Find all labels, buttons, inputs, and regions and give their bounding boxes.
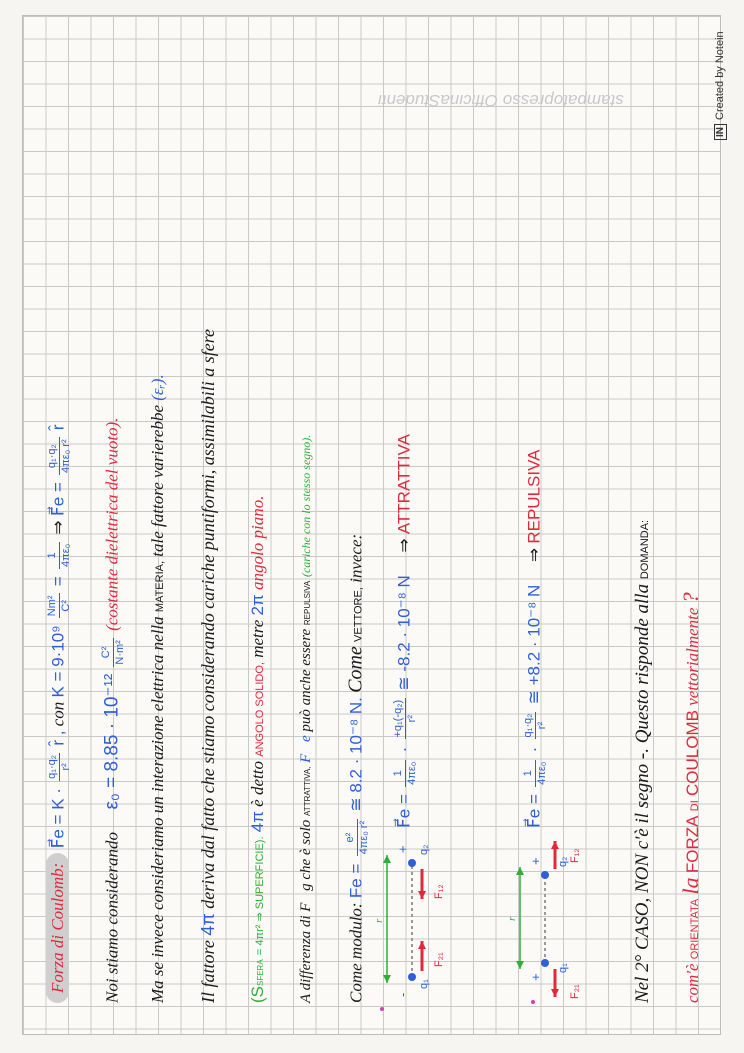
formula-fe: F⃗e =	[524, 794, 544, 828]
result: ≅ -8.2 · 10⁻⁸ N	[394, 575, 414, 691]
coulomb-formula-line	[46, 424, 73, 1003]
numerator: 1	[392, 760, 406, 787]
angolo-solido: ANGOLO SOLIDO,	[254, 662, 266, 757]
fraction	[46, 437, 73, 475]
repulsive-line	[298, 435, 315, 1003]
plus-sign: +	[528, 857, 543, 865]
text: può anche essere	[298, 628, 314, 732]
diagram-repulsive	[500, 833, 610, 1003]
text-con: con	[48, 701, 68, 727]
fraction	[46, 542, 73, 569]
equals: =	[48, 576, 68, 587]
two-pi: 2π	[248, 594, 267, 616]
text: Ma se invece consideriamo un interazione elettrica nella	[148, 616, 167, 1003]
numerator: q₁·q₂	[46, 754, 58, 779]
denominator: 4πε₀	[406, 761, 418, 785]
fraction	[392, 698, 419, 740]
result: ≅ +8.2 · 10⁻⁸ N	[524, 584, 544, 705]
denominator: 4πε₀ r²	[60, 439, 72, 473]
numerator: 1	[46, 542, 60, 569]
numerator: q₁·q₂	[46, 437, 60, 475]
four-pi-line	[198, 329, 219, 1003]
numerator: Nm²	[46, 595, 58, 617]
text: Come modulo:	[346, 902, 366, 1003]
denominator: 4πε₀ r²	[358, 820, 370, 855]
text: tale fattore varierebbe	[148, 405, 167, 557]
formula-fe: F⃗e =	[48, 482, 68, 517]
forza: FORZA	[683, 815, 702, 874]
r-label: r	[373, 918, 385, 923]
fe-modulus: Fe =	[346, 863, 366, 899]
f12-label: F₁₂	[569, 848, 581, 863]
k-value: K = 9·10⁹	[48, 625, 68, 698]
label-repulsiva: REPULSIVA	[524, 449, 544, 544]
coulomb: COULOMB	[683, 710, 702, 796]
notein-logo: IN	[714, 124, 727, 140]
denominator: C²	[60, 600, 72, 612]
note-dielectric: (costante dielettrica del vuoto).	[102, 417, 122, 631]
f21-label: F₂₁	[569, 984, 581, 999]
implies-arrow: ⇒	[394, 538, 414, 553]
implies-arrow: ⇒	[48, 520, 68, 535]
repulsiva: REPULSIVA	[303, 580, 312, 626]
epsilon-value: ε₀ = 8.85 · 10⁻¹²	[101, 673, 123, 810]
unit-vector: r̂ ,	[48, 730, 68, 746]
di: DI	[689, 800, 701, 812]
fraction	[46, 753, 73, 781]
q1-label: q₁	[418, 979, 430, 989]
materia-line	[148, 374, 168, 1003]
note-same-sign: (cariche con lo stesso segno).	[299, 434, 313, 578]
unit-vector: r̂	[48, 424, 68, 431]
question-mark: ?	[678, 592, 703, 604]
text: Noi stiamo considerando	[102, 832, 122, 1003]
fraction	[522, 712, 549, 740]
denominator: r²	[406, 715, 418, 723]
brand-text: Created by Notein	[714, 31, 726, 120]
four-pi: 4π	[198, 913, 218, 936]
minus-sign: -	[395, 992, 410, 997]
text: metre	[248, 619, 267, 658]
s-sfera: (S	[248, 986, 267, 1003]
plus-sign: +	[395, 845, 410, 853]
numerator: +q₁(-q₂)	[392, 699, 404, 738]
vettorialmente: vettorialmente	[683, 607, 702, 706]
denominator: r²	[60, 763, 72, 771]
denominator: N·m²	[114, 640, 126, 665]
epsilon-line	[100, 418, 127, 1003]
attractive-formula: F⃗e = 1 4πε₀ · +q₁(-q₂) r² ≅ -8.2 · 10⁻⁸ N ⇒ ATTRATTIVA	[392, 434, 418, 828]
vettore: VETTORE,	[352, 587, 365, 642]
angolo-piano: angolo piano.	[248, 495, 267, 590]
text: è detto	[248, 761, 267, 807]
domanda: DOMANDA:	[639, 519, 651, 580]
fe-vector: F⃗e	[298, 735, 314, 763]
surface-formula: = 4πr² ⇒ SUPERFICIE).	[254, 836, 266, 956]
q2-label: q₂	[557, 856, 569, 867]
diagram-attractive	[367, 833, 477, 1003]
materia: MATERIA,	[154, 560, 166, 613]
fraction	[46, 593, 73, 618]
solid-angle-line	[248, 496, 268, 1003]
numerator: C²	[100, 638, 114, 666]
fraction	[100, 638, 127, 666]
text: Nel 2° CASO, NON c'è il segno -. Questo risponde alla	[632, 583, 653, 1003]
orientata: ORIENTATA	[689, 898, 701, 960]
text: la	[678, 877, 703, 895]
numerator: e²	[344, 819, 358, 857]
f21-label: F₂₁	[433, 952, 445, 967]
r-label: r	[506, 916, 518, 921]
four-pi: 4π	[248, 811, 267, 833]
repulsive-formula: F⃗e = 1 4πε₀ · q₁·q₂ r² ≅ +8.2 · 10⁻⁸ N ⇒ REPULSIVA	[522, 449, 548, 828]
implies-arrow: ⇒	[524, 547, 544, 563]
text: com'è	[683, 963, 702, 1003]
plus-sign: +	[528, 973, 543, 981]
denominator: r²	[536, 721, 548, 730]
numerator: q₁·q₂	[522, 713, 534, 738]
question-line	[678, 592, 704, 1003]
text: invece:	[346, 533, 366, 583]
f12-label: F₁₂	[433, 884, 445, 899]
q1-label: q₁	[557, 963, 569, 973]
label-attrattiva: ATTRATTIVA	[394, 434, 414, 535]
text: deriva dal fatto che stiamo considerando cariche puntiformi, assimilabili a sfere	[198, 328, 218, 909]
fraction	[392, 760, 419, 787]
q2-label: q₂	[418, 844, 430, 855]
fraction	[522, 760, 549, 787]
title-forza-coulomb: Forza di Coulomb:	[46, 853, 69, 1003]
formula-fe: F⃗e =	[394, 794, 414, 828]
rotated-notes	[22, 15, 719, 1033]
text: A differenza di F⃗g che è solo	[298, 819, 314, 1003]
attrattiva: ATTRATTIVA,	[303, 766, 312, 816]
modulus-result: ≅ 8.2 · 10⁻⁸ N.	[346, 697, 366, 812]
denominator: 4πε₀	[60, 543, 72, 568]
denominator: 4πε₀	[536, 761, 548, 785]
second-case-line	[632, 520, 654, 1003]
s-sfera-sub: SFERA	[256, 959, 265, 986]
text: Il fattore	[198, 940, 218, 1003]
epsilon-r: (εᵣ).	[148, 374, 167, 401]
watermark: stampatopresso OfficinaStudenti	[378, 91, 624, 110]
text: Come	[344, 646, 367, 693]
formula-fe: F⃗e = K ·	[48, 788, 68, 849]
numerator: 1	[522, 760, 536, 787]
